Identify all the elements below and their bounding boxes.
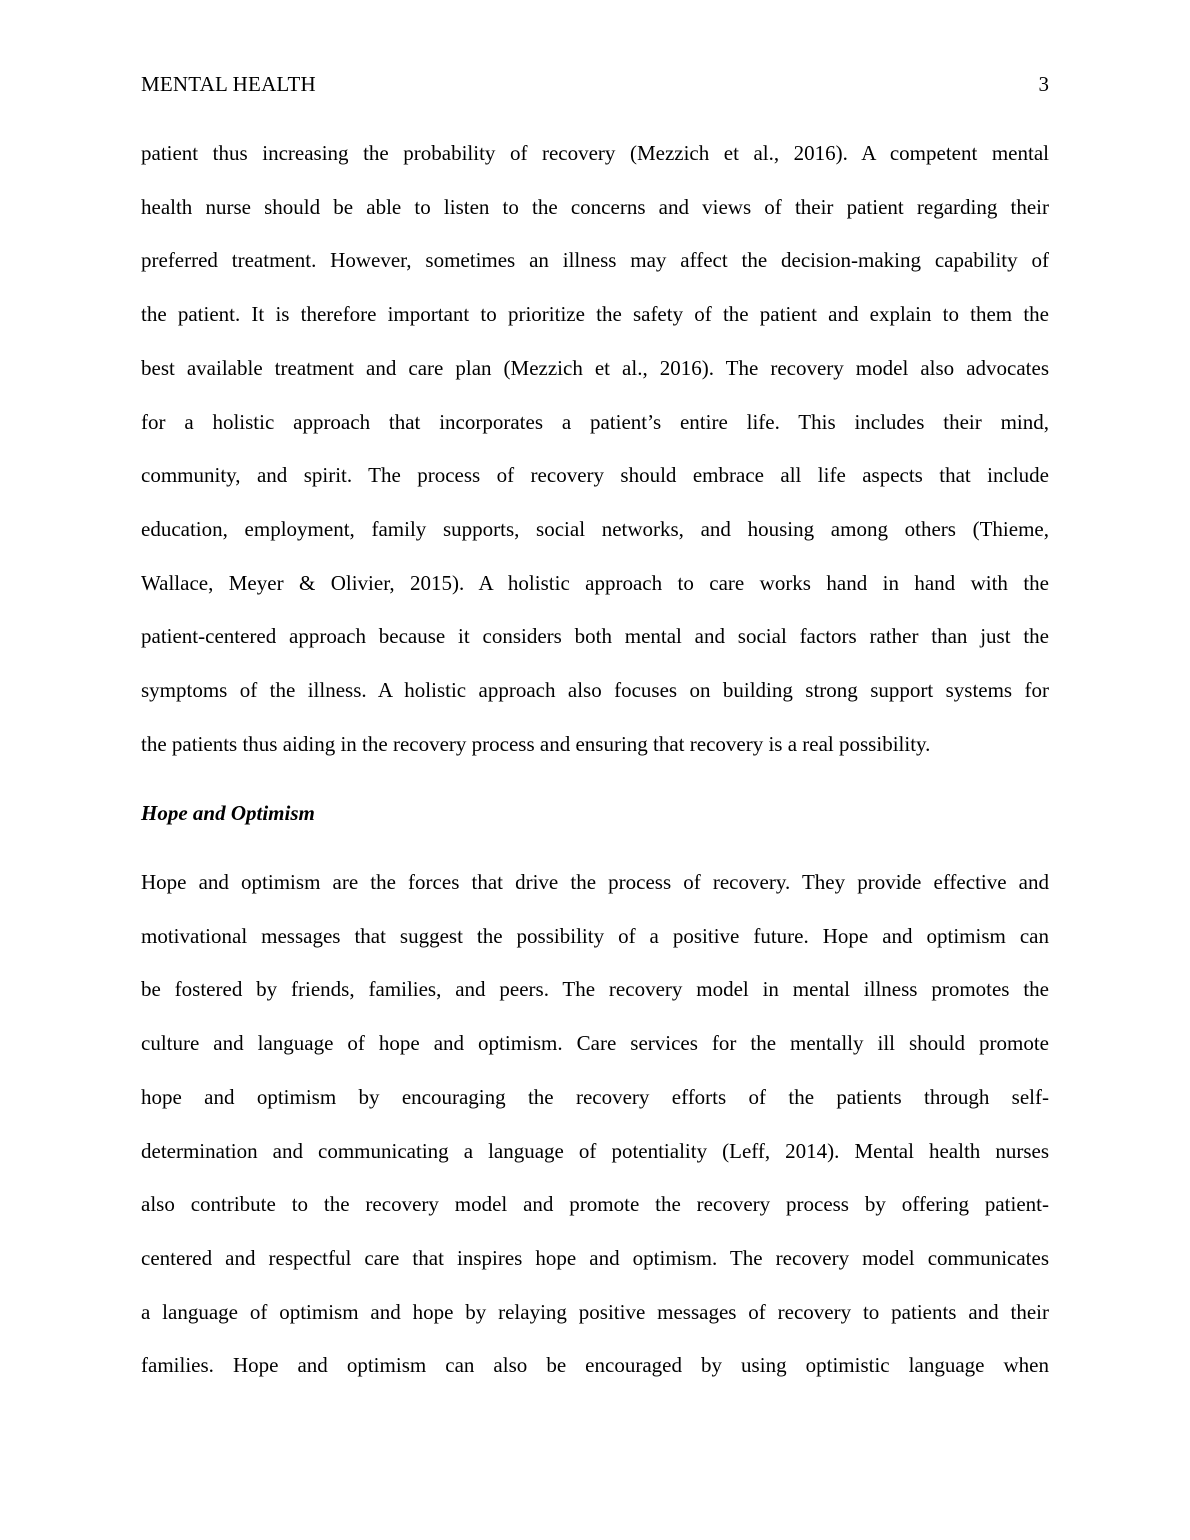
text-line: motivational messages that suggest the possibility of a positive future. Hope and optimism can bbox=[141, 923, 1049, 948]
text-line: health nurse should be able to listen to the concerns and views of their patient regarding their bbox=[141, 194, 1049, 219]
text-line: community, and spirit. The process of recovery should embrace all life aspects that include bbox=[141, 463, 1049, 488]
text-line: symptoms of the illness. A holistic approach also focuses on building strong support systems for bbox=[141, 678, 1049, 703]
page-number: 3 bbox=[1038, 72, 1049, 96]
text-line: Wallace, Meyer & Olivier, 2015). A holistic approach to care works hand in hand with the bbox=[141, 570, 1049, 595]
section-heading: Hope and Optimism bbox=[141, 801, 315, 825]
text-line: best available treatment and care plan (Mezzich et al., 2016). The recovery model also advocates bbox=[141, 355, 1049, 380]
text-line: patient-centered approach because it considers both mental and social factors rather than just the bbox=[141, 624, 1049, 649]
text-line: culture and language of hope and optimism. Care services for the mentally ill should promote bbox=[141, 1031, 1049, 1056]
running-head: MENTAL HEALTH bbox=[141, 72, 316, 96]
text-line: be fostered by friends, families, and peers. The recovery model in mental illness promotes the bbox=[141, 977, 1049, 1002]
text-line: Hope and optimism are the forces that drive the process of recovery. They provide effective and bbox=[141, 870, 1049, 894]
text-line: hope and optimism by encouraging the recovery efforts of the patients through self- bbox=[141, 1084, 1049, 1109]
text-line: the patient. It is therefore important to prioritize the safety of the patient and explain to them the bbox=[141, 302, 1049, 327]
body-paragraph bbox=[141, 856, 1049, 1393]
text-line: preferred treatment. However, sometimes an illness may affect the decision-making capability of bbox=[141, 248, 1049, 273]
text-line: centered and respectful care that inspires hope and optimism. The recovery model communicates bbox=[141, 1245, 1049, 1270]
body-paragraph bbox=[141, 127, 1049, 771]
text-line: families. Hope and optimism can also be encouraged by using optimistic language when bbox=[141, 1353, 1049, 1378]
text-line: for a holistic approach that incorporates a patient’s entire life. This includes their mind, bbox=[141, 409, 1049, 434]
text-line: also contribute to the recovery model and promote the recovery process by offering patient- bbox=[141, 1192, 1049, 1217]
text-line: determination and communicating a language of potentiality (Leff, 2014). Mental health nurses bbox=[141, 1138, 1049, 1163]
text-line: education, employment, family supports, social networks, and housing among others (Thieme, bbox=[141, 516, 1049, 541]
text-line: the patients thus aiding in the recovery process and ensuring that recovery is a real possibility. bbox=[141, 731, 931, 756]
text-line: a language of optimism and hope by relaying positive messages of recovery to patients and their bbox=[141, 1299, 1049, 1324]
text-line: patient thus increasing the probability of recovery (Mezzich et al., 2016). A competent mental bbox=[141, 141, 1049, 165]
